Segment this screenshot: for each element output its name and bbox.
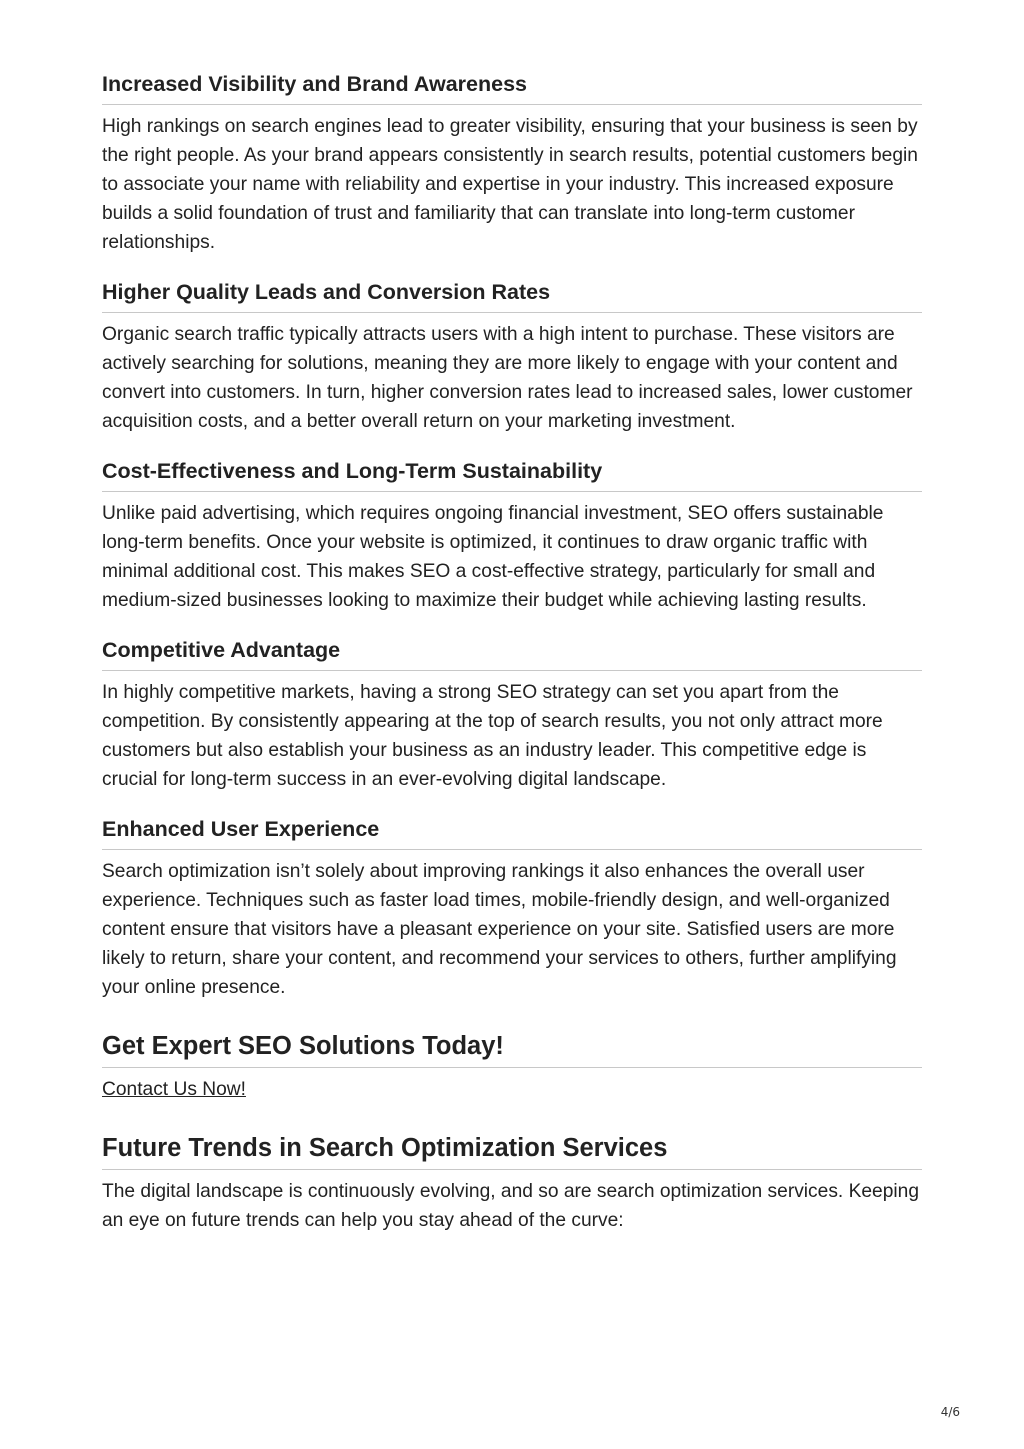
future-heading: Future Trends in Search Optimization Services [102,1131,922,1170]
section-heading: Increased Visibility and Brand Awareness [102,70,922,105]
future-body: The digital landscape is continuously evolving, and so are search optimization services. Keeping an eye on future trends can help you stay ahead of the curve: [102,1181,919,1231]
section-heading: Enhanced User Experience [102,815,922,850]
section-body: Search optimization isn’t solely about improving rankings it also enhances the overall user experience. Techniques such as faster load times, mobile-friendly design, and well-organized content ensure that visitors have a pleasant experience on your site. Satisfied users are more likely to return, share your content, and recommend your services to others, further amplifying your online presence. [102,861,897,998]
section-body: In highly competitive markets, having a strong SEO strategy can set you apart from the competition. By consistently appearing at the top of search results, you not only attract more customers but also establish your business as an industry leader. This competitive edge is crucial for long-term success in an ever-evolving digital landscape. [102,682,883,790]
section-cost [102,457,922,615]
contact-us-link[interactable]: Contact Us Now! [102,1079,246,1100]
section-heading: Competitive Advantage [102,636,922,671]
section-visibility [102,70,922,257]
section-leads [102,278,922,436]
section-future-trends [102,1131,922,1235]
section-body: Unlike paid advertising, which requires ongoing financial investment, SEO offers sustainable long-term benefits. Once your website is optimized, it continues to draw organic traffic with minimal additional cost. This makes SEO a cost-effective strategy, particularly for small and medium-sized businesses looking to maximize their budget while achieving lasting results. [102,503,884,611]
section-body: High rankings on search engines lead to greater visibility, ensuring that your business is seen by the right people. As your brand appears consistently in search results, potential customers begin to associate your name with reliability and expertise in your industry. This increased exposure builds a solid foundation of trust and familiarity that can translate into long-term customer relationships. [102,116,918,253]
document-page [102,70,922,1235]
section-cta [102,1029,922,1104]
section-user-experience [102,815,922,1002]
cta-heading: Get Expert SEO Solutions Today! [102,1029,922,1068]
section-heading: Cost-Effectiveness and Long-Term Sustainability [102,457,922,492]
section-heading: Higher Quality Leads and Conversion Rates [102,278,922,313]
section-competitive [102,636,922,794]
page-number: 4/6 [940,1405,960,1419]
section-body: Organic search traffic typically attracts users with a high intent to purchase. These visitors are actively searching for solutions, meaning they are more likely to engage with your content and convert into customers. In turn, higher conversion rates lead to increased sales, lower customer acquisition costs, and a better overall return on your marketing investment. [102,324,913,432]
